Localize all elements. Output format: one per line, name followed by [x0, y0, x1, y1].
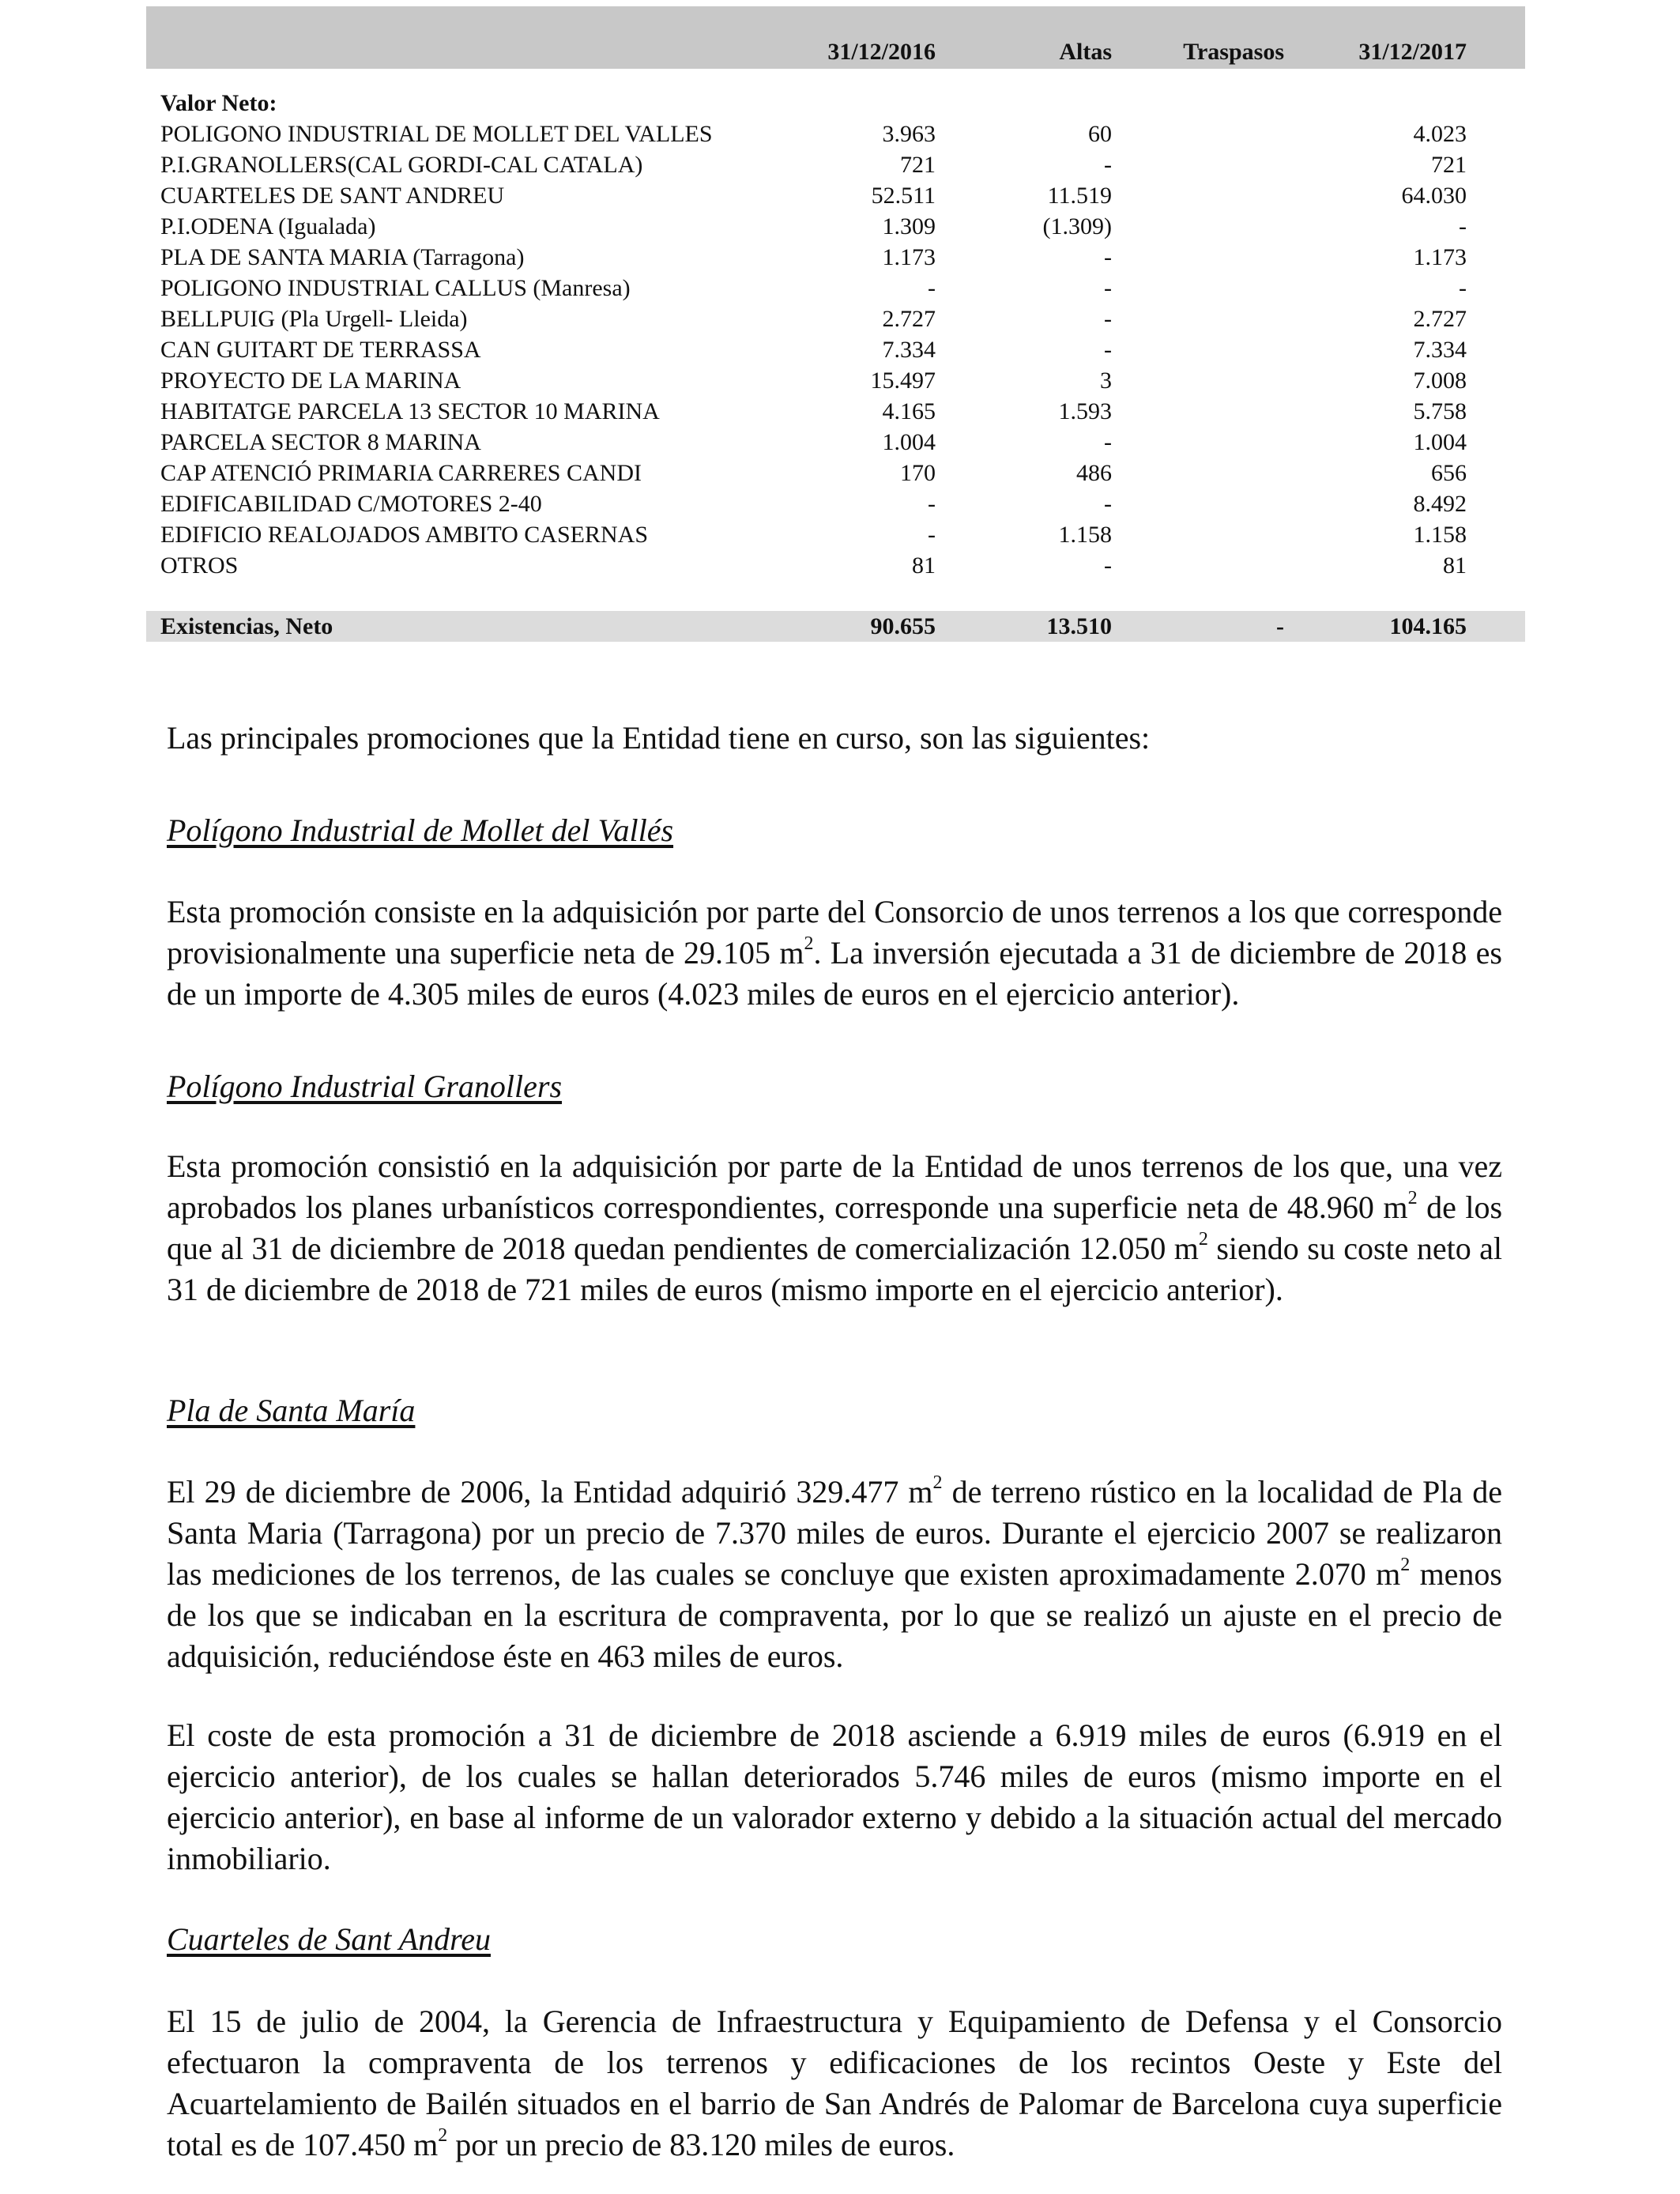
inventory-table — [146, 6, 1525, 642]
cell-altas: 486 — [1076, 460, 1112, 486]
cell-2016: 7.334 — [882, 337, 936, 363]
total-2016: 90.655 — [870, 613, 936, 639]
table-row — [146, 149, 1525, 180]
table-row — [146, 550, 1525, 581]
cell-2016: 52.511 — [871, 183, 936, 209]
cell-2016: 170 — [900, 460, 936, 486]
heading-granollers — [167, 1066, 1502, 1107]
table-row — [146, 458, 1525, 488]
heading-granollers-text: Polígono Industrial Granollers — [167, 1069, 563, 1104]
row-label: PROYECTO DE LA MARINA — [160, 368, 461, 394]
paragraph-mollet: Esta promoción consiste en la adquisición por parte del Consorcio de unos terrenos a los que corresponde provisionalmente una superficie neta de 29.105 $m^2$. La inversión ejecutada a 31 de diciembre de 2018 es de un importe de 4.305 miles de euros (4.023 miles de euros en el ejercicio anterior). — [167, 894, 1502, 1012]
table-row — [146, 119, 1525, 149]
cell-2016: - — [928, 491, 936, 517]
intro-paragraph — [167, 718, 1502, 759]
row-label: P.I.GRANOLLERS(CAL GORDI-CAL CATALA) — [160, 152, 643, 178]
cell-altas: 1.158 — [1058, 522, 1112, 548]
cell-2016: 721 — [900, 152, 936, 178]
cell-2017: 81 — [1443, 552, 1467, 579]
cell-2016: 1.173 — [882, 244, 936, 270]
row-label: CAN GUITART DE TERRASSA — [160, 337, 481, 363]
section-label-row — [146, 88, 1525, 119]
cell-2017: 7.334 — [1413, 337, 1467, 363]
table-body — [146, 119, 1525, 581]
cell-2016: 1.309 — [882, 213, 936, 239]
cell-2016: 4.165 — [882, 398, 936, 424]
cell-2017: - — [1459, 275, 1467, 301]
cell-2016: 15.497 — [870, 368, 936, 394]
table-row — [146, 303, 1525, 334]
cell-altas: - — [1104, 552, 1112, 579]
table-row — [146, 334, 1525, 365]
total-traspasos: - — [1276, 613, 1284, 639]
cell-2017: 1.004 — [1413, 429, 1467, 455]
table-row — [146, 180, 1525, 211]
paragraph-pla-1: El 29 de diciembre de 2006, la Entidad adquirió 329.477 $m^2$ de terreno rústico en la localidad de Pla de Santa Maria (Tarragona) por un precio de 7.370 miles de euros. Durante el ejercicio 2007 se realizaron las mediciones de los terrenos, de las cuales se concluye que existen aproximadamente 2.070 $m^2$ menos de los que se indicaban en la escritura de compraventa, por lo que se realizó un ajuste en el precio de adquisición, reduciéndose éste en 463 miles de euros. — [167, 1472, 1502, 1674]
cell-altas: - — [1104, 244, 1112, 270]
col-header-2017: 31/12/2017 — [1358, 39, 1467, 65]
table-row — [146, 211, 1525, 242]
cell-2016: 1.004 — [882, 429, 936, 455]
row-label: P.I.ODENA (Igualada) — [160, 213, 376, 239]
cell-2017: - — [1459, 213, 1467, 239]
table-row — [146, 242, 1525, 273]
table-row — [146, 396, 1525, 427]
cell-2017: 721 — [1431, 152, 1467, 178]
paragraph-cuarteles: El 15 de julio de 2004, la Gerencia de Infraestructura y Equipamiento de Defensa y el Consorcio efectuaron la compraventa de los terrenos y edificaciones de los recintos Oeste y Este del Acuartelamiento de Bailén situados en el barrio de San Andrés de Palomar de Barcelona cuya superficie total es de 107.450 $m^2$ por un precio de 83.120 miles de euros. — [167, 2004, 1502, 2162]
row-label: HABITATGE PARCELA 13 SECTOR 10 MARINA — [160, 398, 660, 424]
col-header-altas: Altas — [1059, 39, 1112, 65]
cell-2016: 2.727 — [882, 306, 936, 332]
table-row — [146, 519, 1525, 550]
intro-text: Las principales promociones que la Entidad tiene en curso, son las siguientes: — [167, 720, 1151, 756]
row-label: POLIGONO INDUSTRIAL DE MOLLET DEL VALLES — [160, 121, 713, 147]
cell-altas: 1.593 — [1058, 398, 1112, 424]
row-label: OTROS — [160, 552, 239, 579]
table-row — [146, 273, 1525, 303]
row-label: EDIFICABILIDAD C/MOTORES 2-40 — [160, 491, 542, 517]
row-label: PLA DE SANTA MARIA (Tarragona) — [160, 244, 525, 270]
heading-pla-text: Pla de Santa María — [167, 1393, 416, 1428]
heading-mollet — [167, 810, 1502, 851]
table-row — [146, 427, 1525, 458]
heading-mollet-text: Polígono Industrial de Mollet del Vallés — [167, 812, 674, 848]
total-label: Existencias, Neto — [160, 613, 333, 639]
heading-cuarteles — [167, 1919, 1502, 1960]
table-row — [146, 488, 1525, 519]
heading-cuarteles-text: Cuarteles de Sant Andreu — [167, 1921, 491, 1957]
cell-altas: - — [1104, 429, 1112, 455]
cell-2017: 1.173 — [1413, 244, 1467, 270]
cell-2017: 8.492 — [1413, 491, 1467, 517]
cell-altas: - — [1104, 491, 1112, 517]
section-label: Valor Neto: — [160, 90, 277, 116]
cell-altas: 3 — [1100, 368, 1112, 394]
cell-2016: 3.963 — [882, 121, 936, 147]
cell-altas: - — [1104, 306, 1112, 332]
row-label: BELLPUIG (Pla Urgell- Lleida) — [160, 306, 468, 332]
cell-2017: 7.008 — [1413, 368, 1467, 394]
cell-altas: - — [1104, 152, 1112, 178]
heading-pla-santa-maria — [167, 1390, 1502, 1431]
cell-2016: - — [928, 275, 936, 301]
cell-altas: - — [1104, 275, 1112, 301]
table-row — [146, 365, 1525, 396]
paragraph-granollers: Esta promoción consistió en la adquisición por parte de la Entidad de unos terrenos de los que, una vez aprobados los planes urbanísticos correspondientes, corresponde una superficie neta de 48.960 $m^2$ de los que al 31 de diciembre de 2018 quedan pendientes de comercialización 12.050 $m^2$ siendo su coste neto al 31 de diciembre de 2018 de 721 miles de euros (mismo importe en el ejercicio anterior). — [167, 1148, 1503, 1307]
cell-2016: - — [928, 522, 936, 548]
row-label: CAP ATENCIÓ PRIMARIA CARRERES CANDI — [160, 460, 642, 486]
cell-2017: 5.758 — [1413, 398, 1467, 424]
total-row — [146, 611, 1525, 642]
cell-2017: 1.158 — [1413, 522, 1467, 548]
total-altas: 13.510 — [1046, 613, 1112, 639]
row-label: EDIFICIO REALOJADOS AMBITO CASERNAS — [160, 522, 649, 548]
cell-altas: 60 — [1088, 121, 1112, 147]
row-label: POLIGONO INDUSTRIAL CALLUS (Manresa) — [160, 275, 631, 301]
paragraph-pla-2: El coste de esta promoción a 31 de diciembre de 2018 asciende a 6.919 miles de euros (6.919 en el ejercicio anterior), de los cuales se hallan deteriorados 5.746 miles de euros (mismo importe en el ejercicio anterior), en base al informe de un valorador externo y debido a la situación actual del mercado inmobiliario. — [167, 1717, 1502, 1876]
cell-altas: - — [1104, 337, 1112, 363]
col-header-2016: 31/12/2016 — [827, 39, 936, 65]
cell-2016: 81 — [912, 552, 936, 579]
total-2017: 104.165 — [1389, 613, 1467, 639]
cell-2017: 656 — [1431, 460, 1467, 486]
row-label: PARCELA SECTOR 8 MARINA — [160, 429, 481, 455]
cell-altas: 11.519 — [1047, 183, 1112, 209]
cell-2017: 2.727 — [1413, 306, 1467, 332]
col-header-traspasos: Traspasos — [1183, 39, 1284, 65]
table-header-row — [146, 6, 1525, 69]
cell-altas: (1.309) — [1042, 213, 1112, 239]
cell-2017: 64.030 — [1401, 183, 1467, 209]
cell-2017: 4.023 — [1413, 121, 1467, 147]
row-label: CUARTELES DE SANT ANDREU — [160, 183, 505, 209]
